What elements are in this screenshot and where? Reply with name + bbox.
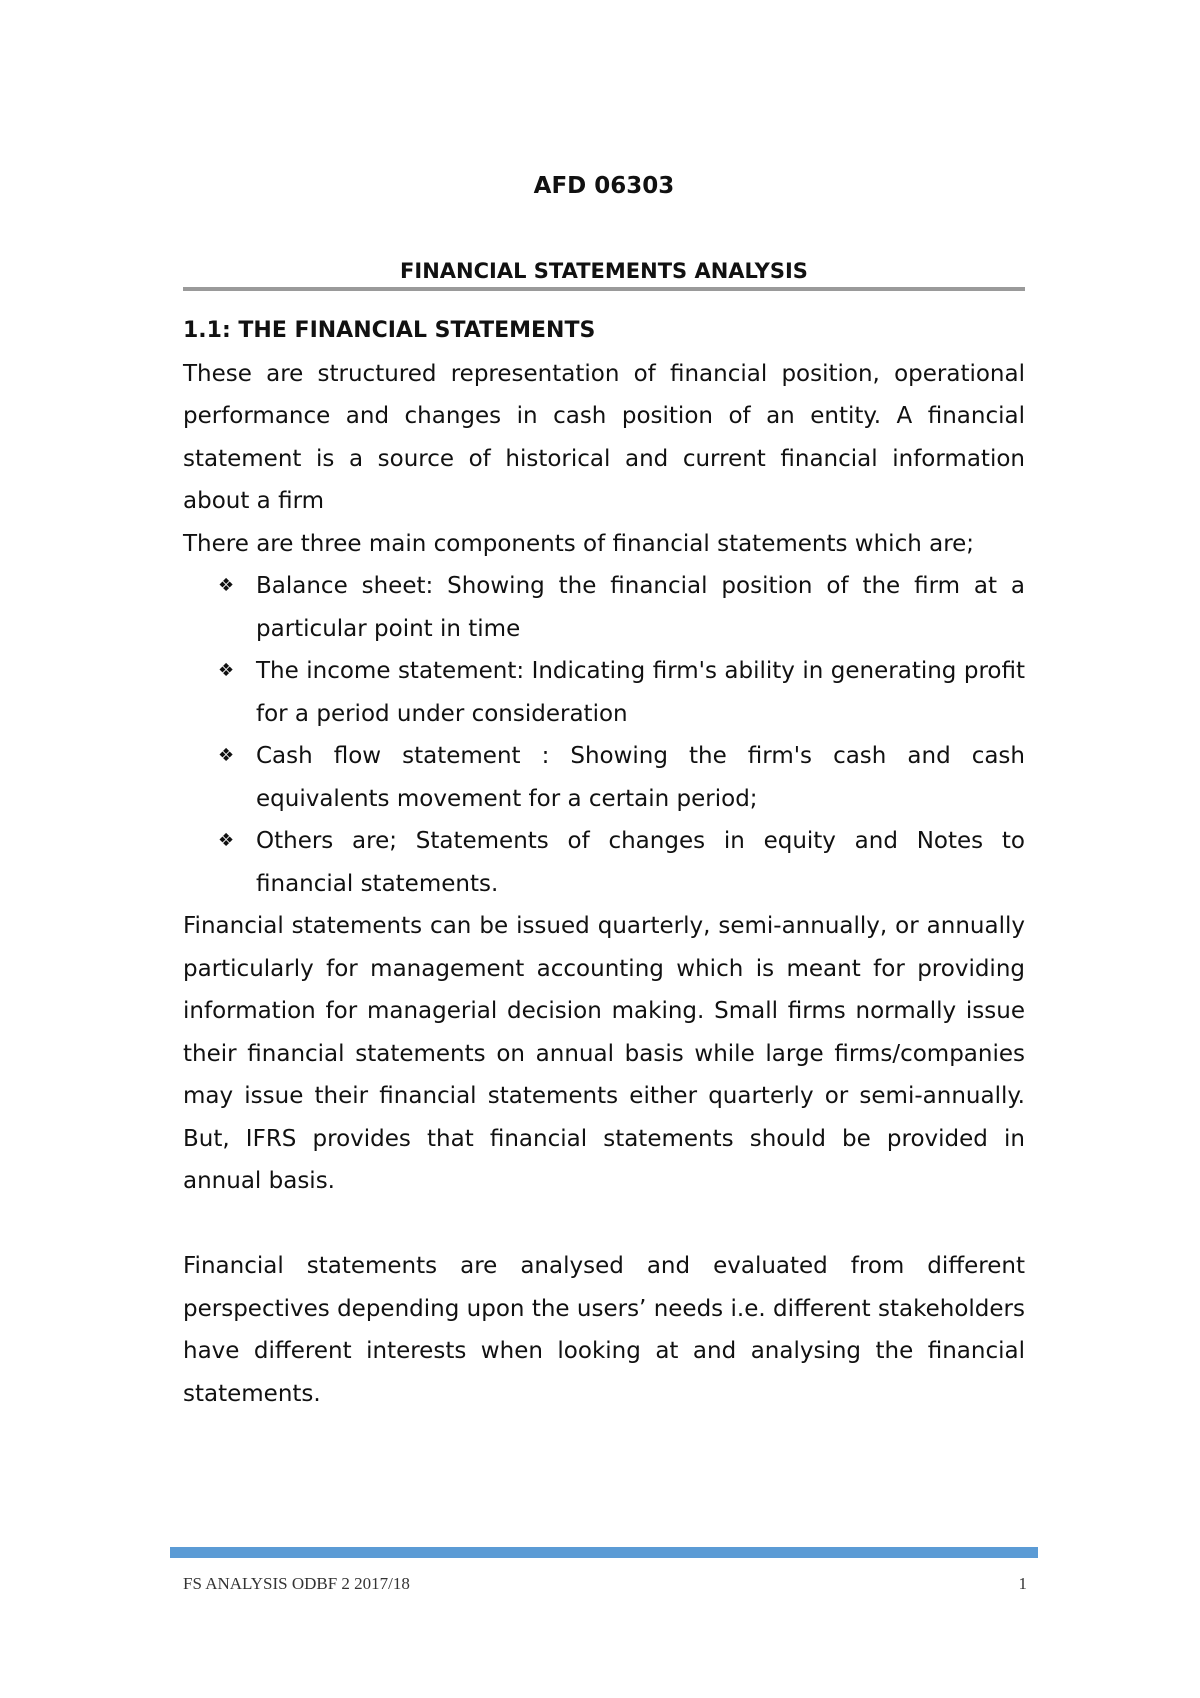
list-item-text: Others are; Statements of changes in equity and Notes to financial statements. [256,828,1025,897]
list-item [183,820,1025,905]
diamond-bullet-icon: ❖ [218,575,235,596]
list-item-text: Balance sheet: Showing the financial position of the firm at a particular point in time [256,573,1025,642]
diamond-bullet-icon: ❖ [218,745,235,766]
list-item-text: The income statement: Indicating firm's ability in generating profit for a period under consideration [256,658,1025,727]
title-underline [183,287,1025,291]
section-heading: 1.1: THE FINANCIAL STATEMENTS [183,318,596,343]
list-item [183,650,1025,735]
paragraph-spacer [183,1203,1025,1246]
footer-text: FS ANALYSIS ODBF 2 2017/18 [183,1574,410,1593]
perspectives-paragraph: Financial statements are analysed and evaluated from different perspectives depending upon the users’ needs i.e. different stakeholders have different interests when looking at and analysing the financial statements. [183,1253,1025,1407]
section-content [183,310,1025,1415]
course-code: AFD 06303 [533,173,675,199]
page-number: 1 [1018,1574,1027,1593]
diamond-bullet-icon: ❖ [218,830,235,851]
list-item [183,735,1025,820]
footer-rule [170,1547,1038,1558]
components-intro: There are three main components of financial statements which are; [183,530,975,557]
diamond-bullet-icon: ❖ [218,660,235,681]
components-list [183,565,1025,905]
issuance-paragraph: Financial statements can be issued quarterly, semi-annually, or annually particularly for management accounting which is meant for providing information for managerial decision making. Small firms normally issue their financial statements on annual basis while large firms/companies may issue their financial statements either quarterly or semi-annually. But, IFRS provides that financial statements should be provided in annual basis. [183,913,1025,1194]
list-item [183,565,1025,650]
intro-paragraph: These are structured representation of financial position, operational performance and changes in cash position of an entity. A financial statement is a source of historical and current financial information about a firm [183,360,1025,514]
document-title: FINANCIAL STATEMENTS ANALYSIS [400,259,808,283]
list-item-text: Cash flow statement : Showing the firm's cash and cash equivalents movement for a certain period; [256,743,1025,812]
